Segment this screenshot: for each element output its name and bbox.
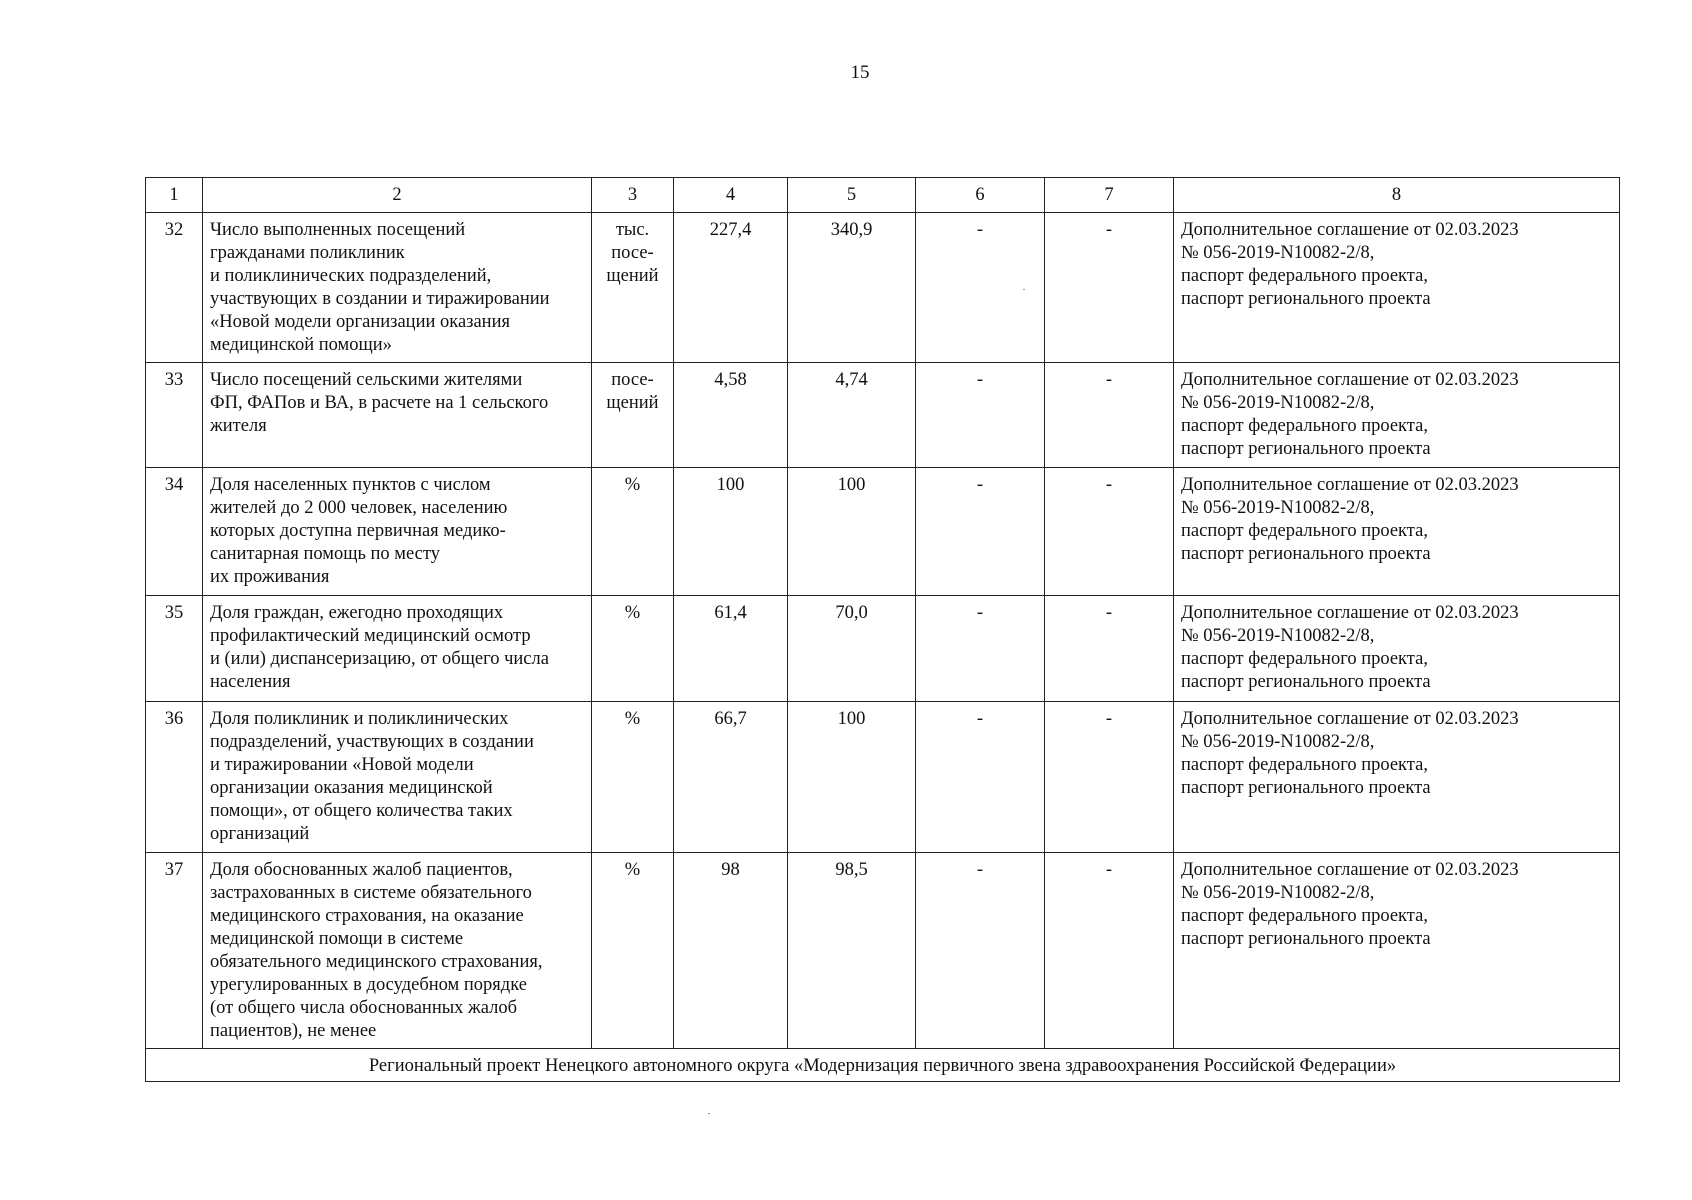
page-number: 15: [850, 62, 870, 83]
value-cell-7: -: [1045, 853, 1174, 1049]
value-cell-6: -: [916, 596, 1045, 702]
indicator-name: Доля поликлиник и поликлинических подразделений, участвующих в создании и тиражировании «Новой модели организации оказания медицинской помощи», от общего количества таких организаций: [203, 702, 592, 853]
footer-row: [146, 1049, 1620, 1082]
source-document-cell: Дополнительное соглашение от 02.03.2023 № 056-2019-N10082-2/8, паспорт федерального проекта, паспорт регионального проекта: [1174, 363, 1620, 468]
target-value-cell: 70,0: [788, 596, 916, 702]
row-number: 33: [146, 363, 203, 468]
column-header: 5: [788, 178, 916, 213]
value-cell-7: -: [1045, 363, 1174, 468]
indicators-table: [145, 177, 1620, 1082]
value-cell-7: -: [1045, 702, 1174, 853]
unit-cell: %: [592, 596, 674, 702]
unit-cell: посе- щений: [592, 363, 674, 468]
value-cell-7: -: [1045, 596, 1174, 702]
source-document-cell: Дополнительное соглашение от 02.03.2023 № 056-2019-N10082-2/8, паспорт федерального проекта, паспорт регионального проекта: [1174, 702, 1620, 853]
table-row: [146, 853, 1620, 1049]
scan-speck: [708, 1113, 710, 1114]
target-value-cell: 98,5: [788, 853, 916, 1049]
unit-cell: %: [592, 702, 674, 853]
table-row: [146, 468, 1620, 596]
target-value-cell: 100: [788, 702, 916, 853]
target-value-cell: 100: [788, 468, 916, 596]
value-cell-7: -: [1045, 468, 1174, 596]
value-cell-6: -: [916, 702, 1045, 853]
value-cell-6: -: [916, 213, 1045, 363]
regional-project-title: Региональный проект Ненецкого автономного округа «Модернизация первичного звена здравоохранения Российской Федерации»: [146, 1049, 1620, 1082]
column-header: 1: [146, 178, 203, 213]
indicator-name: Число посещений сельскими жителями ФП, ФАПов и ВА, в расчете на 1 сельского жителя: [203, 363, 592, 468]
source-document-cell: Дополнительное соглашение от 02.03.2023 № 056-2019-N10082-2/8, паспорт федерального проекта, паспорт регионального проекта: [1174, 596, 1620, 702]
column-header: 8: [1174, 178, 1620, 213]
unit-cell: %: [592, 468, 674, 596]
table-row: [146, 363, 1620, 468]
column-header: 6: [916, 178, 1045, 213]
table-row: [146, 596, 1620, 702]
indicator-name: Число выполненных посещений гражданами поликлиник и поликлинических подразделений, участвующих в создании и тиражировании «Новой модели организации оказания медицинской помощи»: [203, 213, 592, 363]
base-value-cell: 4,58: [674, 363, 788, 468]
row-number: 37: [146, 853, 203, 1049]
indicator-name: Доля граждан, ежегодно проходящих профилактический медицинский осмотр и (или) диспансеризацию, от общего числа населения: [203, 596, 592, 702]
row-number: 36: [146, 702, 203, 853]
scan-speck: [1023, 289, 1025, 290]
unit-cell: тыс. посе- щений: [592, 213, 674, 363]
row-number: 32: [146, 213, 203, 363]
column-header: 7: [1045, 178, 1174, 213]
target-value-cell: 340,9: [788, 213, 916, 363]
indicator-name: Доля населенных пунктов с числом жителей до 2 000 человек, населению которых доступна первичная медико- санитарная помощь по месту их проживания: [203, 468, 592, 596]
indicator-name: Доля обоснованных жалоб пациентов, застрахованных в системе обязательного медицинского страхования, на оказание медицинской помощи в системе обязательного медицинского страхования, урегулированных в досудебном порядке (от общего числа обоснованных жалоб пациентов), не менее: [203, 853, 592, 1049]
table-row: [146, 702, 1620, 853]
row-number: 34: [146, 468, 203, 596]
source-document-cell: Дополнительное соглашение от 02.03.2023 № 056-2019-N10082-2/8, паспорт федерального проекта, паспорт регионального проекта: [1174, 853, 1620, 1049]
base-value-cell: 98: [674, 853, 788, 1049]
base-value-cell: 227,4: [674, 213, 788, 363]
row-number: 35: [146, 596, 203, 702]
table-body: [146, 178, 1620, 1049]
column-header: 3: [592, 178, 674, 213]
value-cell-6: -: [916, 363, 1045, 468]
table-row: [146, 213, 1620, 363]
unit-cell: %: [592, 853, 674, 1049]
value-cell-6: -: [916, 468, 1045, 596]
source-document-cell: Дополнительное соглашение от 02.03.2023 № 056-2019-N10082-2/8, паспорт федерального проекта, паспорт регионального проекта: [1174, 468, 1620, 596]
value-cell-6: -: [916, 853, 1045, 1049]
base-value-cell: 100: [674, 468, 788, 596]
value-cell-7: -: [1045, 213, 1174, 363]
source-document-cell: Дополнительное соглашение от 02.03.2023 № 056-2019-N10082-2/8, паспорт федерального проекта, паспорт регионального проекта: [1174, 213, 1620, 363]
column-header: 4: [674, 178, 788, 213]
base-value-cell: 66,7: [674, 702, 788, 853]
column-header: 2: [203, 178, 592, 213]
base-value-cell: 61,4: [674, 596, 788, 702]
target-value-cell: 4,74: [788, 363, 916, 468]
header-row: [146, 178, 1620, 213]
